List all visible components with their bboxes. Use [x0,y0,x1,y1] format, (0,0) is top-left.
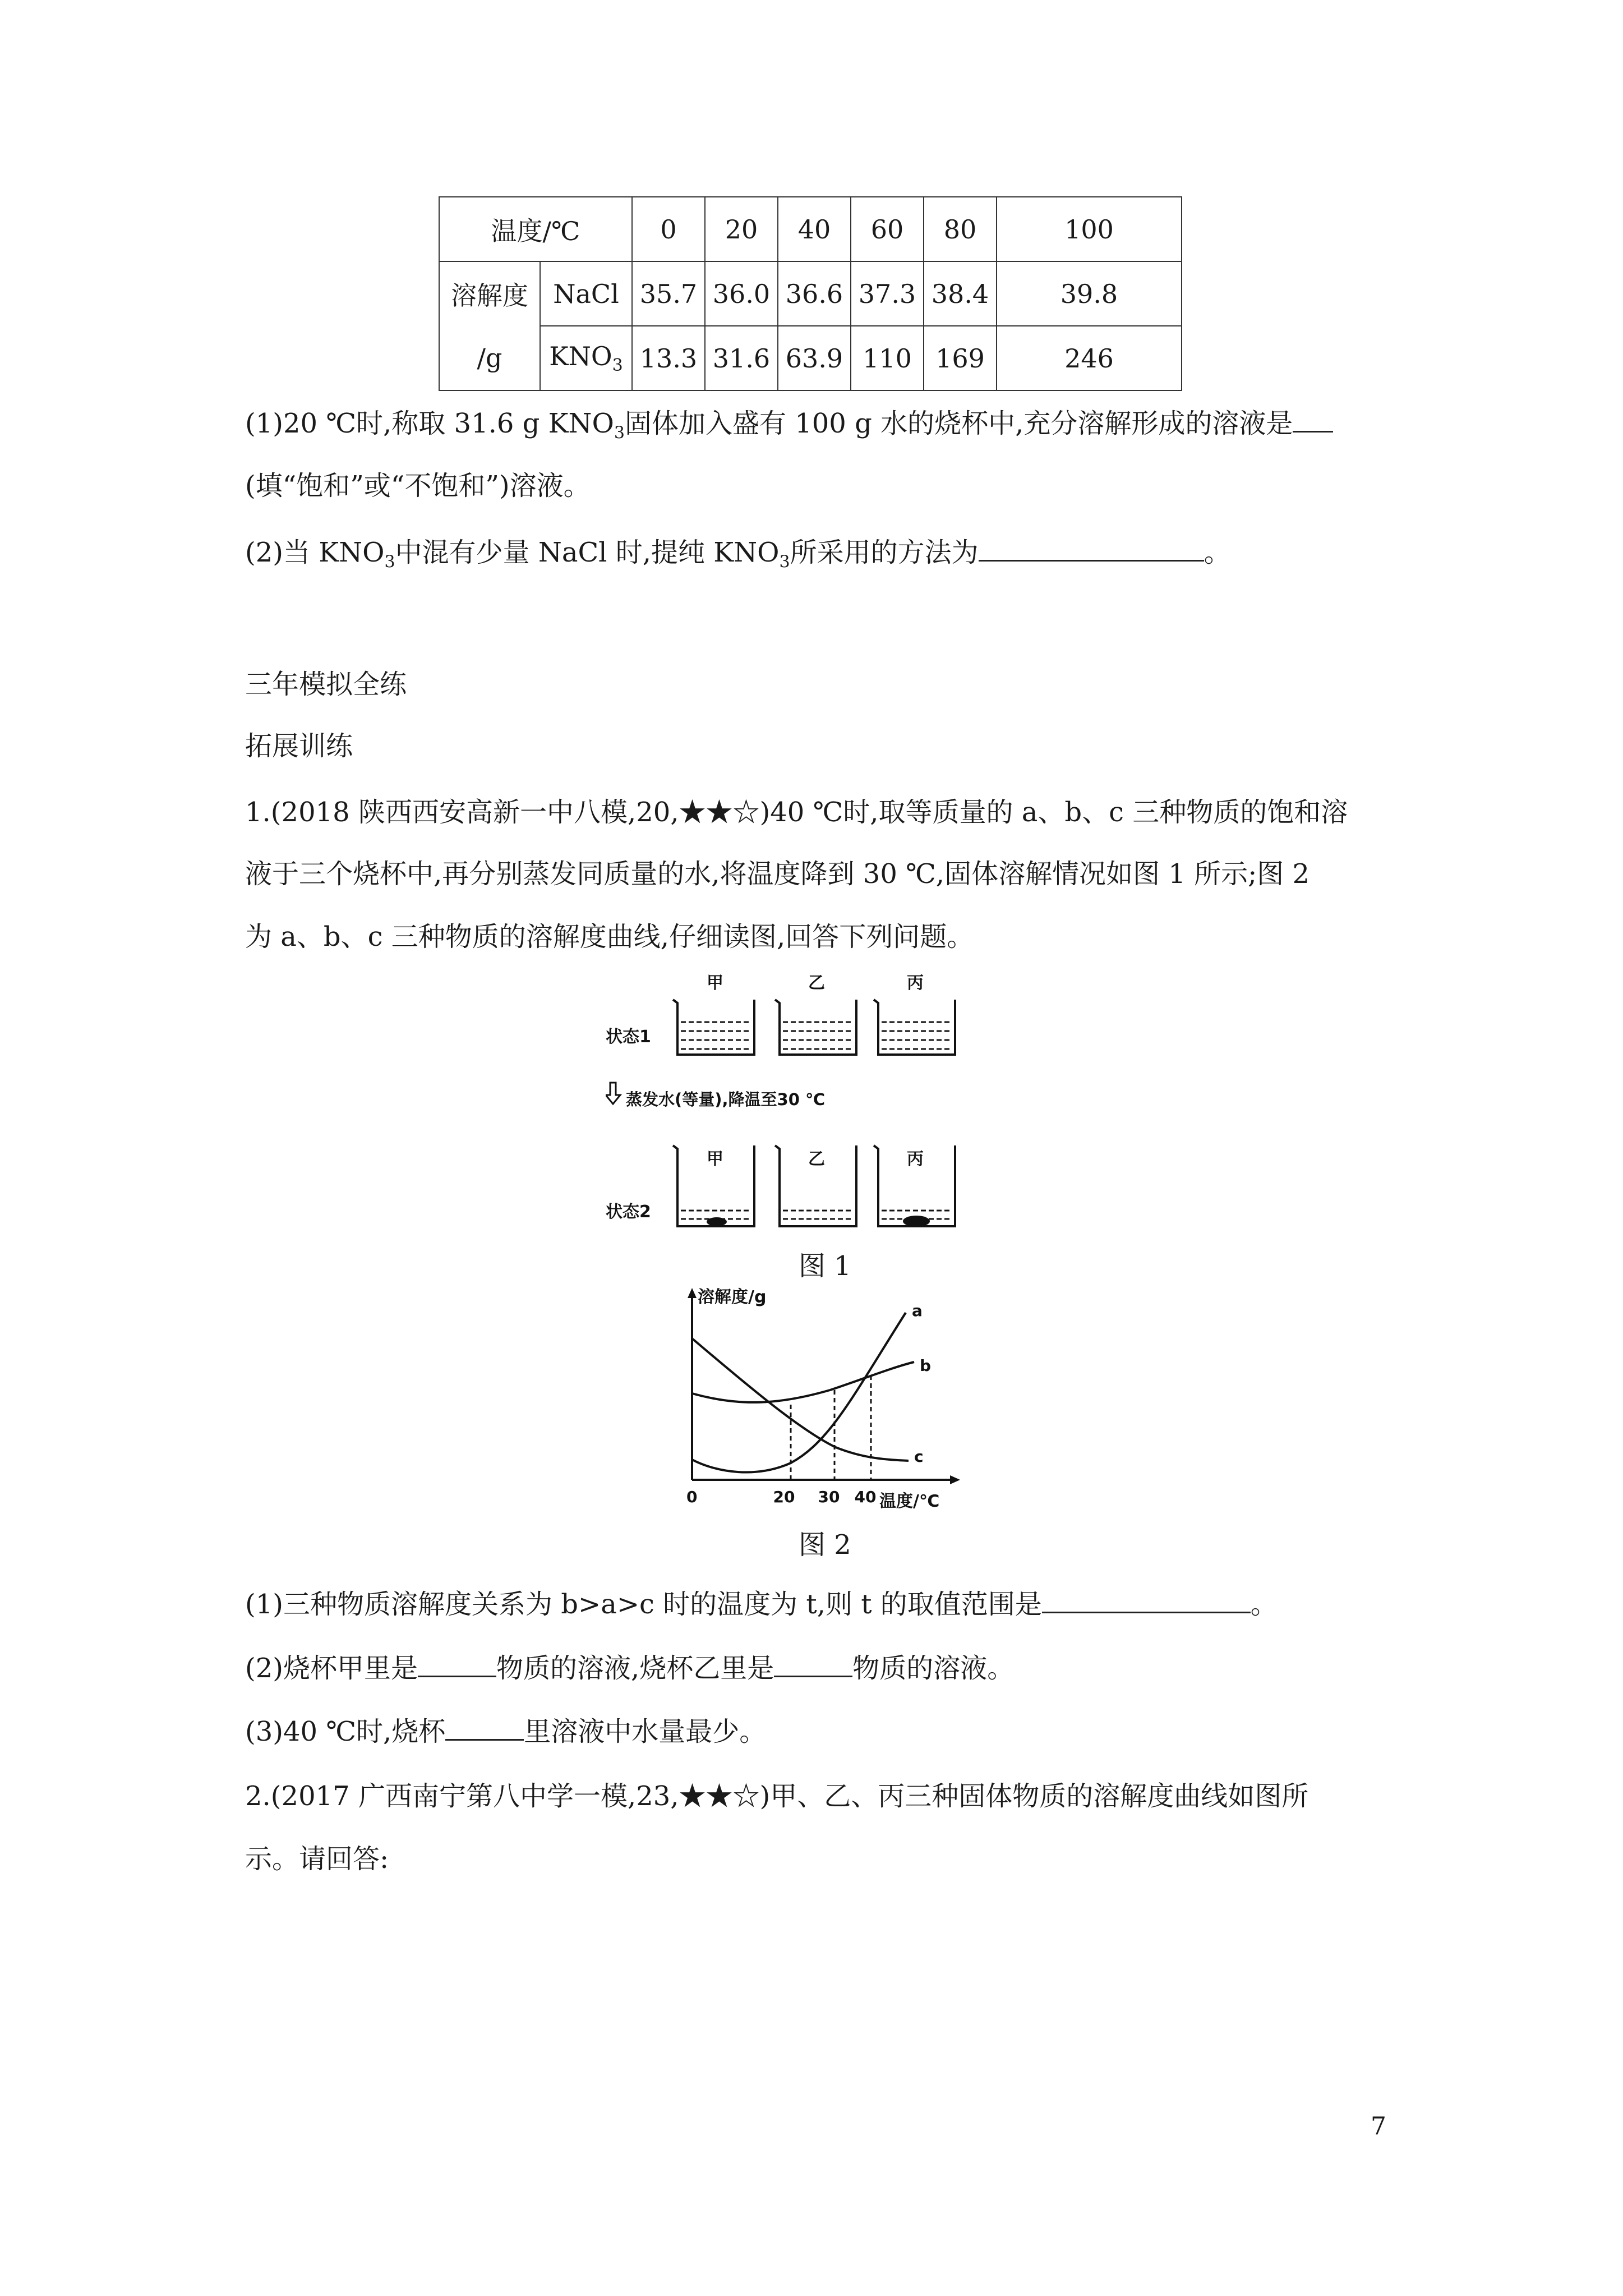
q1-text-tail: 固体加入盛有 100 g 水的烧杯中,充分溶解形成的溶液是 [624,408,1293,439]
y-axis-arrow-icon [688,1288,697,1298]
curve-label-c: c [914,1447,924,1466]
beaker [775,1000,856,1055]
table-cell: 31.6 [705,326,778,390]
answer-blank[interactable] [1293,407,1333,432]
q2-text: (2)当 KNO [245,537,385,568]
section-title: 三年模拟全练 [245,669,407,700]
table-row [439,197,1182,261]
kno3-text: KNO [549,341,612,371]
question-2 [245,536,1231,579]
x-tick-30: 30 [818,1488,840,1506]
table-cell: 35.7 [632,261,705,326]
problem-1-line3: 为 a、b、c 三种物质的溶解度曲线,仔细读图,回答下列问题。 [245,921,974,953]
kno3-sub: 3 [612,356,623,376]
x-axis-arrow-icon [950,1475,960,1484]
x-tick-20: 20 [773,1488,795,1506]
q2-text: 所采用的方法为 [790,537,979,568]
figure-1-caption: 图 1 [799,1250,851,1282]
table-cell: 37.3 [851,261,924,326]
answer-blank[interactable] [418,1652,496,1677]
q-text: (2)烧杯甲里是 [245,1653,418,1684]
q2-sub: 3 [779,552,790,572]
answer-blank[interactable] [774,1652,852,1677]
q-text: 里溶液中水量最少。 [524,1716,767,1747]
y-axis-label: 溶解度/g [698,1287,767,1307]
beaker-label-jia-2: 甲 [707,1149,723,1169]
table-cell: 39.8 [997,261,1182,326]
q2-end: 。 [1204,537,1231,568]
question-1 [245,407,1333,450]
beaker-label-yi: 乙 [808,973,825,993]
table-cell: 80 [924,197,997,261]
table-cell: 36.0 [705,261,778,326]
table-cell: 63.9 [778,326,851,390]
table-cell: 100 [997,197,1182,261]
table-header-temp: 温度/℃ [439,197,632,261]
state-2-label: 状态2 [606,1202,651,1222]
problem-2-line2: 示。请回答: [245,1843,389,1875]
q-text: 物质的溶液。 [852,1653,1015,1684]
table-row-label-unit: /g [439,326,540,390]
x-axis-label: 温度/℃ [879,1492,940,1509]
table-row-label: 溶解度 [439,261,540,326]
q2-sub: 3 [384,552,395,572]
q2-text: 中混有少量 NaCl 时,提纯 KNO [395,537,780,568]
table-cell: 36.6 [778,261,851,326]
curve-label-a: a [912,1301,923,1320]
state-1-beakers [673,1000,955,1055]
problem-1-question-2 [245,1651,1014,1685]
beaker [673,1000,754,1055]
undissolved-solid-bing [903,1216,930,1227]
beaker [874,1000,955,1055]
subsection-title: 拓展训练 [245,730,353,762]
problem-1-question-1 [245,1588,1278,1621]
table-cell: 13.3 [632,326,705,390]
curve-b [692,1362,914,1402]
table-row [439,326,1182,390]
table-label-kno3 [540,326,632,390]
origin-label: 0 [686,1488,698,1506]
answer-blank[interactable] [979,536,1204,562]
problem-1-line1: 1.(2018 陕西西安高新一中八模,20,★★☆)40 ℃时,取等质量的 a、b、c 三种物质的饱和溶 [245,797,1348,828]
answer-blank[interactable] [1042,1588,1251,1613]
q-text: (1)三种物质溶解度关系为 b>a>c 时的温度为 t,则 t 的取值范围是 [245,1589,1042,1620]
solution-liquid [681,1022,952,1049]
q-text: (3)40 ℃时,烧杯 [245,1716,446,1747]
table-cell: 40 [778,197,851,261]
table-cell: 0 [632,197,705,261]
table-cell: 38.4 [924,261,997,326]
beaker-label-bing: 丙 [907,973,924,993]
arrow-text: 蒸发水(等量),降温至30 ℃ [626,1090,826,1109]
table-row [439,261,1182,326]
page-number: 7 [1371,2112,1386,2141]
table-cell: 20 [705,197,778,261]
curve-label-b: b [920,1356,932,1375]
figure-2-solubility-curves [639,1285,965,1509]
x-tick-40: 40 [854,1488,877,1506]
beaker-label-yi-2: 乙 [808,1149,825,1169]
problem-2-line1: 2.(2017 广西南宁第八中学一模,23,★★☆)甲、乙、丙三种固体物质的溶解度曲线如图所 [245,1780,1309,1812]
figure-1-beakers [606,970,998,1234]
undissolved-solid-jia [707,1217,727,1226]
beaker-label-bing-2: 丙 [907,1149,924,1169]
q1-text: (1)20 ℃时,称取 31.6 g KNO [245,408,614,439]
figure-2-caption: 图 2 [799,1529,851,1561]
table-cell: 246 [997,326,1182,390]
curve-a [692,1313,906,1473]
q-text: 物质的溶液,烧杯乙里是 [496,1653,774,1684]
table-cell: 60 [851,197,924,261]
q-end: 。 [1250,1589,1278,1620]
answer-blank[interactable] [445,1715,524,1741]
down-arrow-icon [606,1083,620,1104]
problem-1-line2: 液于三个烧杯中,再分别蒸发同质量的水,将温度降到 30 ℃,固体溶解情况如图 1 所示;图 2 [245,858,1310,890]
problem-1-question-3 [245,1715,766,1749]
table-cell: 169 [924,326,997,390]
beaker-label-jia: 甲 [707,973,723,993]
q1-sub: 3 [614,423,625,443]
state-1-label: 状态1 [606,1027,651,1047]
solubility-table [439,196,1182,391]
table-cell: 110 [851,326,924,390]
question-1-line2: (填“饱和”或“不饱和”)溶液。 [245,470,591,501]
table-label-nacl: NaCl [540,261,632,326]
